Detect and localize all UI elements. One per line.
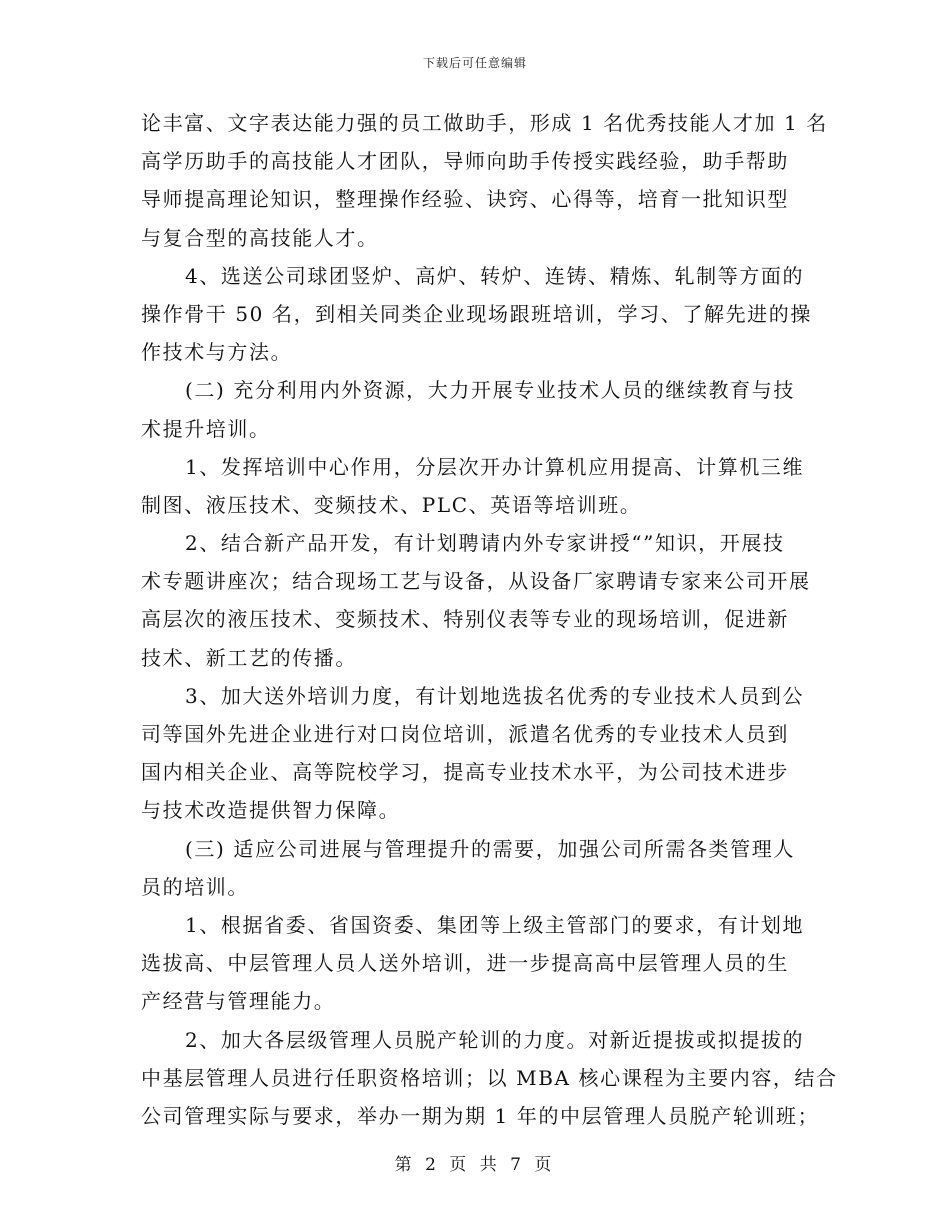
paragraph-line: 作技术与方法。 (141, 340, 293, 365)
page-header: 下载后可任意编辑 (422, 56, 527, 70)
document-body (141, 104, 838, 1135)
paragraph (141, 448, 809, 524)
paragraph-line: 导师提高理论知识，整理操作经验、诀窍、心得等，培育一批知识型 (141, 187, 789, 212)
paragraph-line: 2、结合新产品开发，有计划聘请内外专家讲授“”知识，开展技 (185, 531, 785, 556)
paragraph-line: 员的培训。 (141, 874, 249, 899)
paragraph (141, 524, 809, 677)
paragraph-line: 产经营与管理能力。 (141, 989, 336, 1014)
paragraph-line: 中基层管理人员进行任职资格培训；以 MBA 核心课程为主要内容，结合 (141, 1065, 838, 1090)
paragraph (141, 371, 809, 447)
paragraph (141, 830, 809, 906)
paragraph-line: 国内相关企业、高等院校学习，提高专业技术水平，为公司技术进步 (141, 760, 789, 785)
paragraph-line: 与复合型的高技能人才。 (141, 225, 379, 250)
paragraph-line: 高层次的液压技术、变频技术、特别仪表等专业的现场培训，促进新 (141, 607, 789, 632)
paragraph-line: 公司管理实际与要求，举办一期为期 1 年的中层管理人员脱产轮训班； (141, 1103, 820, 1128)
paragraph-line: 3、加大送外培训力度，有计划地选拔名优秀的专业技术人员到公 (185, 683, 805, 708)
paragraph (141, 257, 812, 372)
paragraph-line: 2、加大各层级管理人员脱产轮训的力度。对新近提拔或拟提拔的 (185, 1027, 805, 1052)
paragraph (141, 906, 809, 1021)
paragraph-line: 与技术改造提供智力保障。 (141, 798, 401, 823)
paragraph (141, 104, 828, 257)
paragraph-line: (三) 适应公司进展与管理提升的需要，加强公司所需各类管理人 (185, 836, 795, 861)
paragraph-line: 4、选送公司球团竖炉、高炉、转炉、连铸、精炼、轧制等方面的 (185, 263, 805, 288)
paragraph (141, 1021, 838, 1136)
page-footer: 第 2 页 共 7 页 (394, 1155, 556, 1175)
paragraph-line: 1、根据省委、省国资委、集团等上级主管部门的要求，有计划地 (185, 912, 805, 937)
paragraph-line: 技术、新工艺的传播。 (141, 645, 357, 670)
paragraph-line: 司等国外先进企业进行对口岗位培训，派遣名优秀的专业技术人员到 (141, 722, 789, 746)
paragraph-line: 操作骨干 50 名，到相关同类企业现场跟班培训，学习、了解先进的操 (141, 301, 812, 326)
paragraph-line: (二) 充分利用内外资源，大力开展专业技术人员的继续教育与技 (185, 378, 795, 403)
paragraph-line: 制图、液压技术、变频技术、PLC、英语等培训班。 (141, 492, 642, 517)
paragraph-line: 术专题讲座次；结合现场工艺与设备，从设备厂家聘请专家来公司开展 (141, 569, 811, 594)
paragraph-line: 1、发挥培训中心作用，分层次开办计算机应用提高、计算机三维 (185, 454, 805, 479)
paragraph-line: 术提升培训。 (141, 416, 271, 441)
paragraph-line: 论丰富、文字表达能力强的员工做助手，形成 1 名优秀技能人才加 1 名 (141, 111, 828, 135)
paragraph-line: 选拔高、中层管理人员人送外培训，进一步提高高中层管理人员的生 (141, 951, 789, 976)
paragraph-line: 高学历助手的高技能人才团队，导师向助手传授实践经验，助手帮助 (141, 149, 789, 174)
paragraph (141, 677, 809, 830)
